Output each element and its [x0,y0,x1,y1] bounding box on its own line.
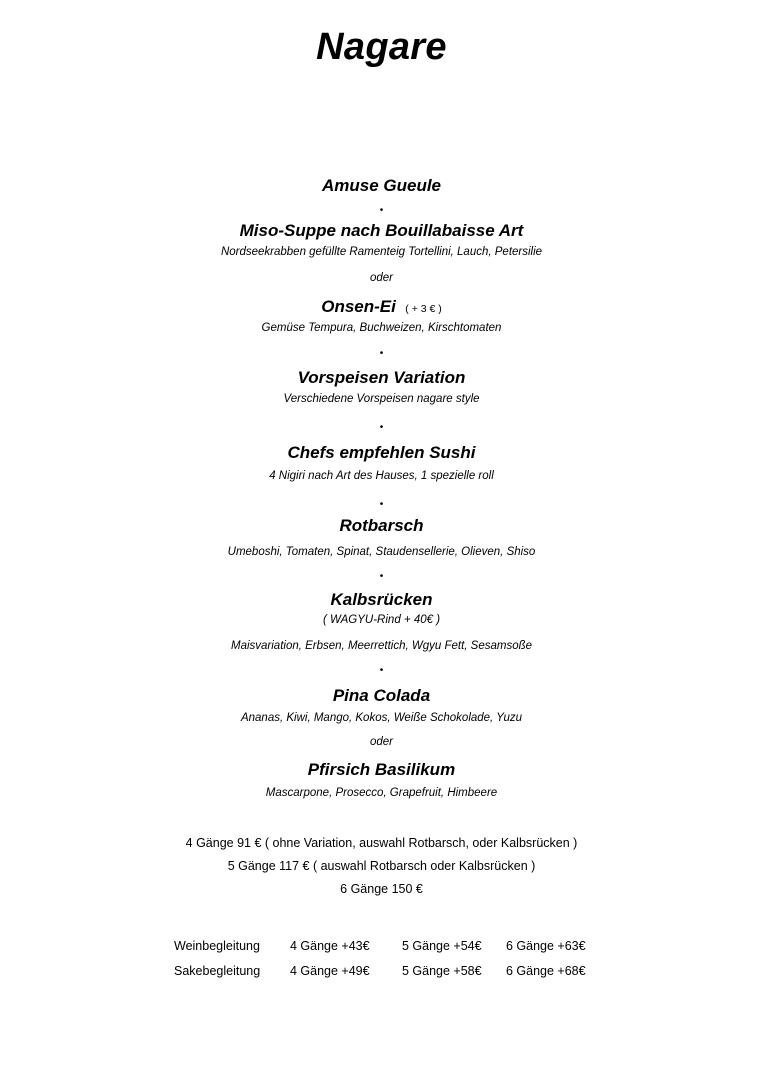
pairing-name: Weinbegleitung [174,939,260,953]
course-rotbarsch-title: Rotbarsch [339,516,424,535]
separator-dot: • [379,571,384,582]
course-pina-desc: Ananas, Kiwi, Mango, Kokos, Weiße Schokolade, Yuzu [240,712,523,724]
separator-dot: • [379,348,384,359]
course-sushi-title: Chefs empfehlen Sushi [287,443,476,462]
pairing-6-courses: 6 Gänge +68€ [506,964,586,978]
page-title: Nagare [316,26,447,68]
separator-dot: • [379,499,384,510]
course-pfirsich-title: Pfirsich Basilikum [307,760,456,779]
course-kalb-extra: ( WAGYU-Rind + 40€ ) [322,614,441,626]
course-sushi-desc: 4 Nigiri nach Art des Hauses, 1 spezielle roll [269,470,494,482]
course-rotbarsch-desc: Umeboshi, Tomaten, Spinat, Staudensellerie, Olieven, Shiso [227,546,536,558]
pairing-4-courses: 4 Gänge +43€ [290,939,370,953]
separator-dot: • [379,665,384,676]
course-kalb-desc: Maisvariation, Erbsen, Meerrettich, Wgyu Fett, Sesamsoße [230,640,533,652]
course-pina-title: Pina Colada [332,686,431,705]
course-onsen-extra: ( + 3 € ) [405,303,442,315]
separator-dot: • [379,422,384,433]
course-amuse-title: Amuse Gueule [321,176,442,195]
price-6-courses: 6 Gänge 150 € [340,882,423,896]
pairing-name: Sakebegleitung [174,964,261,978]
course-onsen-heading [0,297,763,317]
course-vorspeisen-desc: Verschiedene Vorspeisen nagare style [283,393,480,405]
pairing-5-courses: 5 Gänge +58€ [402,964,482,978]
price-5-courses: 5 Gänge 117 € ( auswahl Rotbarsch oder Kalbsrücken ) [227,859,536,873]
pairing-5-courses: 5 Gänge +54€ [402,939,482,953]
course-miso-desc: Nordseekrabben gefüllte Ramenteig Tortellini, Lauch, Petersilie [220,246,543,258]
pairing-4-courses: 4 Gänge +49€ [290,964,370,978]
course-vorspeisen-title: Vorspeisen Variation [297,368,466,387]
course-pfirsich-desc: Mascarpone, Prosecco, Grapefruit, Himbeere [265,787,498,799]
course-kalb-title: Kalbsrücken [330,590,433,609]
course-onsen-title: Onsen-Ei [321,297,396,316]
oder-label: oder [369,272,394,284]
separator-dot: • [379,205,384,216]
course-onsen-desc: Gemüse Tempura, Buchweizen, Kirschtomaten [261,322,502,334]
oder-label: oder [369,736,394,748]
price-4-courses: 4 Gänge 91 € ( ohne Variation, auswahl Rotbarsch, oder Kalbsrücken ) [185,836,578,850]
course-miso-title: Miso-Suppe nach Bouillabaisse Art [239,221,524,240]
pairing-6-courses: 6 Gänge +63€ [506,939,586,953]
